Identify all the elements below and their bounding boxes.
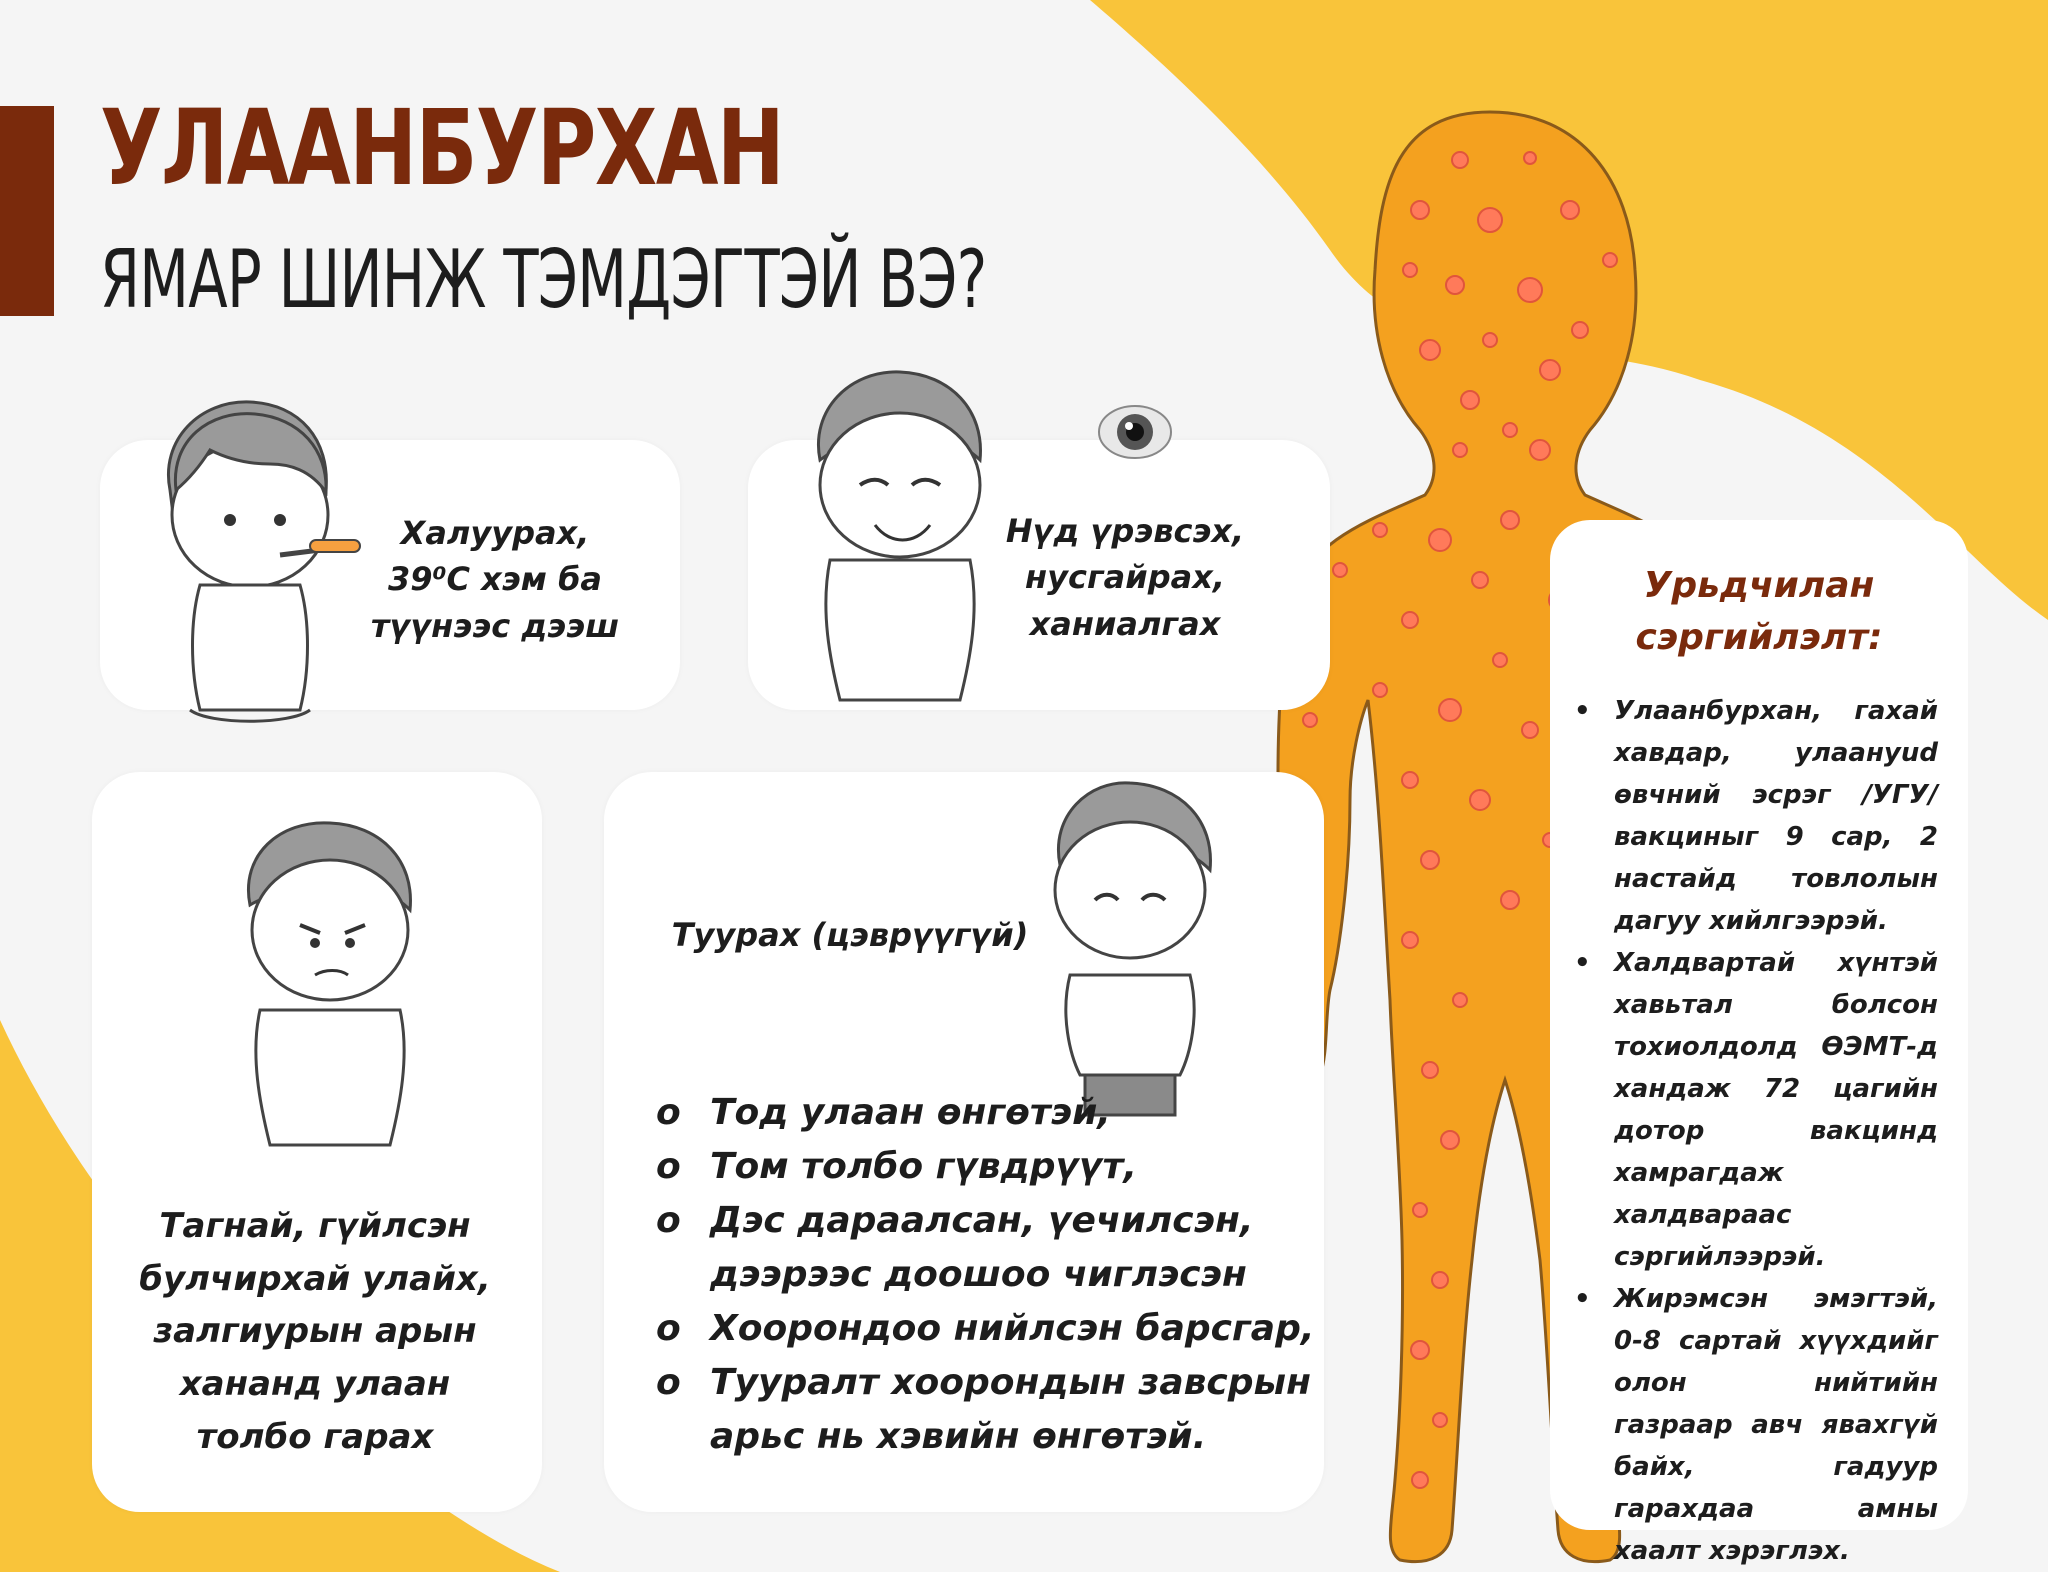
symptom-text-eyes: Нүд үрэвсэх, нусгайрах, ханиалгах [1005,512,1245,643]
child-eyes-icon [790,360,1010,720]
rash-list [656,1086,1315,1464]
sick-child-icon [220,815,440,1155]
symptom-text-fever: Халуурах, 39⁰С хэм ба түүнээс дээш [370,514,620,645]
prevention-list [1570,690,1938,1572]
list-item: • Халдвартай хүнтэй хавьтал болсон тохиолдолд ӨЭМТ-д хандаж 72 цагийн дотор вакцинд хамрагдаж халдвараас сэргийлээрэй. [1570,942,1938,1278]
thermometer-child-icon [130,380,370,740]
prevention-title: Урьдчилан сэргийлэлт: [1635,565,1883,658]
title-accent-bar [0,106,54,316]
rash-heading: Туурах (цэврүүгүй) [671,916,1029,954]
symptom-text-throat: Тагнай, гүйлсэн булчирхай улайх, залгиурын арын хананд улаан толбо гарах [139,1206,491,1457]
list-item: o Хоорондоо нийлсэн барсгар, [656,1308,1315,1349]
page-subtitle: ЯМАР ШИНЖ ТЭМДЭГТЭЙ ВЭ? [100,233,987,326]
list-item: o Тод улаан өнгөтэй, [656,1092,1111,1133]
list-item: • Улаанбурхан, гахай хавдар, улаануud өвчний эсрэг /УГУ/ вакциныг 9 сар, 2 настайд товлолын дагуу хийлгээрэй. [1570,690,1938,942]
list-item: o Том толбо гүвдрүүт, [656,1146,1137,1187]
child-rash-icon [1030,775,1230,1120]
list-item: o Тууралт хоорондын завсрын арьс нь хэвийн өнгөтэй. [656,1362,1311,1457]
list-item: o Дэс дараалсан, үечилсэн, дээрээс доошоо чиглэсэн [656,1200,1254,1295]
page-title: УЛААНБУРХАН [100,87,784,209]
list-item: • Жирэмсэн эмэгтэй, 0-8 сартай хүүхдийг олон нийтийн газраар авч явахгүй байх, гадуур гарахдаа амны хаалт хэрэглэх. [1570,1278,1938,1572]
eye-icon [1095,402,1175,462]
